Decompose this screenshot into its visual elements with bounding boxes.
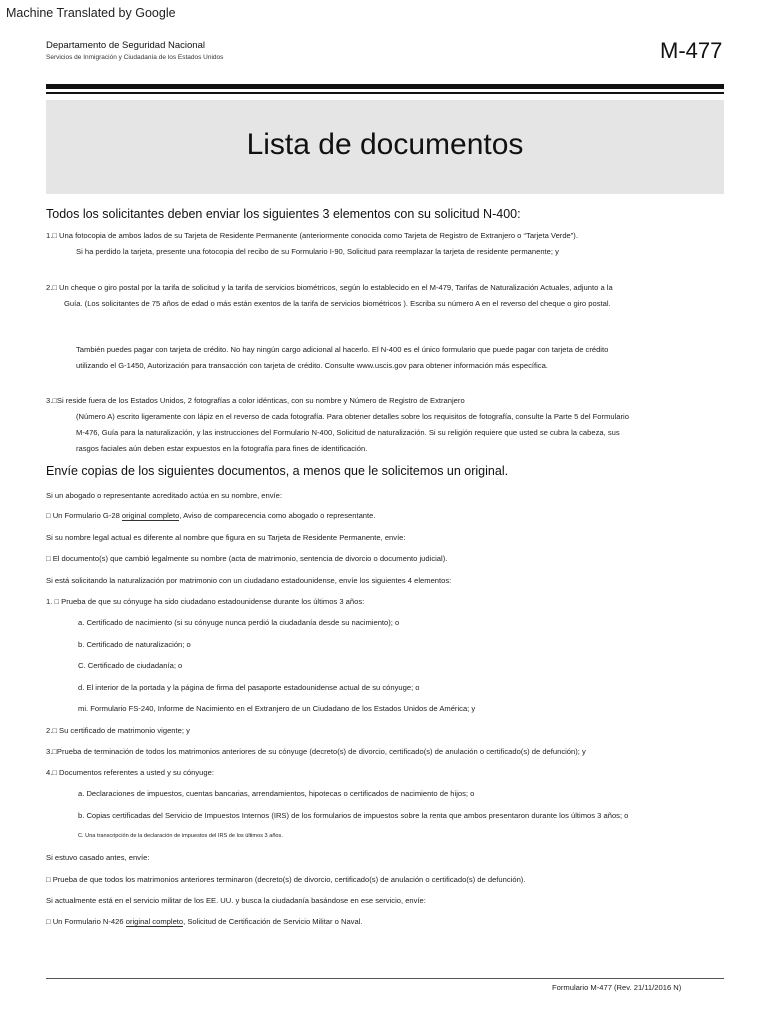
translation-banner: Machine Translated by Google xyxy=(6,6,176,20)
g28-item xyxy=(46,511,375,520)
marriage-item4b: b. Copias certificadas del Servicio de Impuestos Internos (IRS) de los formularios de impuestos sobre la renta que ambos presentaron durante los últimos 3 años; o xyxy=(78,811,629,820)
item3-line4: rasgos faciales aún deben estar expuestos en la fotografía para fines de identificación. xyxy=(76,444,368,453)
item3-line2: (Número A) escrito ligeramente con lápiz en el reverso de cada fotografía. Para obtener detalles sobre los requisitos de fotografía, consulte la Parte 5 del Formulario xyxy=(76,412,629,421)
n426-item xyxy=(46,917,363,926)
item3-line3: M-476, Guía para la naturalización, y las instrucciones del Formulario N-400, Solicitud de naturalización. Si su religión requiere que usted se cubra la cabeza, sus xyxy=(76,428,620,437)
footer-form-revision: Formulario M-477 (Rev. 21/11/2016 N) xyxy=(552,983,682,992)
marriage-item2: 2.□ Su certificado de matrimonio vigente; y xyxy=(46,726,190,735)
footer-divider xyxy=(46,978,724,979)
previous-marriage-intro: Si estuvo casado antes, envíe: xyxy=(46,853,150,862)
agency-name: Departamento de Seguridad Nacional xyxy=(46,40,205,51)
section1-heading: Todos los solicitantes deben enviar los siguientes 3 elementos con su solicitud N-400: xyxy=(46,207,521,221)
item3-line1: 3.□Si reside fuera de los Estados Unidos, 2 fotografías a color idénticas, con su nombre y Número de Registro de Extranjero xyxy=(46,396,465,405)
header-divider-thin xyxy=(46,92,724,94)
n426-item-pre: □ Un Formulario N-426 xyxy=(46,917,126,926)
military-intro: Si actualmente está en el servicio militar de los EE. UU. y busca la ciudadanía basándose en ese servicio, envíe: xyxy=(46,896,426,905)
g28-original-complete: original completo xyxy=(121,511,180,520)
marriage-item1e: mi. Formulario FS-240, Informe de Nacimiento en el Extranjero de un Ciudadano de los Estados Unidos de América; y xyxy=(78,704,476,713)
header-divider-thick xyxy=(46,84,724,89)
attorney-intro: Si un abogado o representante acreditado actúa en su nombre, envíe: xyxy=(46,491,282,500)
marriage-item1b: b. Certificado de naturalización; o xyxy=(78,640,191,649)
subagency-name: Servicios de Inmigración y Ciudadanía de los Estados Unidos xyxy=(46,54,224,61)
item2-line1: 2.□ Un cheque o giro postal por la tarifa de solicitud y la tarifa de servicios biométricos, según lo establecido en el M-479, Tarifas de Naturalización Actuales, adjunto a la xyxy=(46,283,613,292)
marriage-intro: Si está solicitando la naturalización por matrimonio con un ciudadano estadounidense, envíe los siguientes 4 elementos: xyxy=(46,576,452,585)
item1-line1: 1.□ Una fotocopia de ambos lados de su Tarjeta de Residente Permanente (anteriormente conocida como Tarjeta de Registro de Extranjero o “Tarjeta Verde”). xyxy=(46,231,578,240)
page-title: Lista de documentos xyxy=(246,128,524,161)
marriage-item1c: C. Certificado de ciudadanía; o xyxy=(78,661,183,670)
g28-item-pre: □ Un Formulario G-28 xyxy=(46,511,122,520)
n426-original-complete: original completo xyxy=(125,917,184,926)
name-change-doc: □ El documento(s) que cambió legalmente su nombre (acta de matrimonio, sentencia de divorcio o documento judicial). xyxy=(46,554,448,563)
marriage-item1a: a. Certificado de nacimiento (si su cónyuge nunca perdió la ciudadanía desde su nacimiento); o xyxy=(78,618,400,627)
marriage-item4: 4.□ Documentos referentes a usted y su cónyuge: xyxy=(46,768,214,777)
marriage-item4c: C. Una transcripción de la declaración de impuestos del IRS de los últimos 3 años. xyxy=(78,833,283,839)
marriage-item1d: d. El interior de la portada y la página de firma del pasaporte estadounidense actual de su cónyuge; o xyxy=(78,683,420,692)
n426-item-post: , Solicitud de Certificación de Servicio Militar o Naval. xyxy=(183,917,363,926)
previous-marriage-doc: □ Prueba de que todos los matrimonios anteriores terminaron (decreto(s) de divorcio, certificado(s) de anulación o certificado(s) de defunción). xyxy=(46,875,526,884)
marriage-item1: 1. □ Prueba de que su cónyuge ha sido ciudadano estadounidense durante los últimos 3 años: xyxy=(46,597,365,606)
item1-line2: Si ha perdido la tarjeta, presente una fotocopia del recibo de su Formulario I-90, Solicitud para reemplazar la tarjeta de residente permanente; y xyxy=(76,247,559,256)
credit-card-line1: También puedes pagar con tarjeta de crédito. No hay ningún cargo adicional al hacerlo. El N-400 es el único formulario que puede pagar con tarjeta de crédito xyxy=(76,345,609,354)
name-change-intro: Si su nombre legal actual es diferente al nombre que figura en su Tarjeta de Residente Permanente, envíe: xyxy=(46,533,406,542)
g28-item-post: , Aviso de comparecencia como abogado o representante. xyxy=(179,511,376,520)
credit-card-line2: utilizando el G-1450, Autorización para transacción con tarjeta de crédito. Consulte www.uscis.gov para obtener información más específica. xyxy=(76,361,548,370)
item2-line2: Guía. (Los solicitantes de 75 años de edad o más están exentos de la tarifa de servicios biométricos ). Escriba su número A en el reverso del cheque o giro postal. xyxy=(64,299,611,308)
marriage-item4a: a. Declaraciones de impuestos, cuentas bancarias, arrendamientos, hipotecas o certificados de nacimiento de hijos; o xyxy=(78,789,475,798)
form-number: M-477 xyxy=(660,38,723,63)
marriage-item3: 3.□Prueba de terminación de todos los matrimonios anteriores de su cónyuge (decreto(s) de divorcio, certificado(s) de anulación o certificado(s) de defunción); y xyxy=(46,747,586,756)
section2-heading: Envíe copias de los siguientes documentos, a menos que le solicitemos un original. xyxy=(46,464,509,478)
